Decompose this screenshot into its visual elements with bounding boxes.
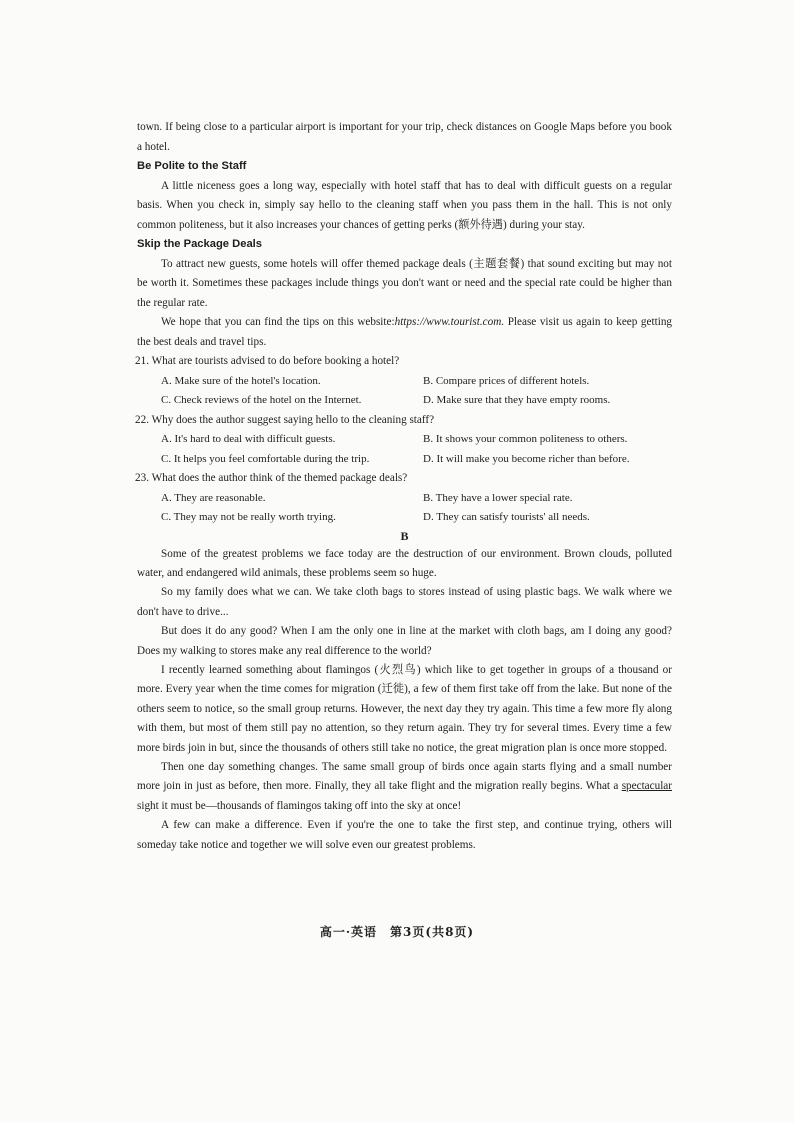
passage-b [137, 545, 672, 856]
option-d: D. Make sure that they have empty rooms. [423, 394, 611, 406]
underlined-word: spectacular [621, 780, 672, 793]
website-text-end: Please visit us again to keep getting the best deals and travel tips. [137, 316, 673, 348]
option-b: B. It shows your common politeness to others. [423, 433, 628, 445]
option-a: A. It's hard to deal with difficult guests. [161, 433, 336, 445]
question-22 [137, 411, 672, 470]
page-footer: 高一·英语 第3页(共8页) [319, 925, 475, 939]
page-content [137, 118, 672, 855]
question-options [137, 489, 672, 528]
question-21 [137, 352, 672, 411]
question-stem: 23. What does the author think of the themed package deals? [135, 472, 408, 484]
passage-b-paragraph-3: But does it do any good? When I am the only one in line at the market with cloth bags, am I doing any good? Does my walking to stores make any real difference to the world? [137, 625, 672, 657]
option-c: C. Check reviews of the hotel on the Internet. [161, 394, 362, 406]
website-text-start: We hope that you can find the tips on this website: [161, 316, 395, 328]
question-23 [137, 469, 672, 528]
question-stem: 22. Why does the author suggest saying hello to the cleaning staff? [135, 413, 435, 426]
paragraph-website [137, 313, 672, 352]
paragraph-intro: town. If being close to a particular airport is important for your trip, check distances on Google Maps before you book a hotel. [137, 121, 672, 153]
option-d: D. It will make you become richer than before. [423, 452, 630, 465]
option-c: C. They may not be really worth trying. [161, 511, 336, 523]
paragraph-be-polite: A little niceness goes a long way, especially with hotel staff that has to deal with difficult guests on a regular basis. When you check in, simply say hello to the cleaning staff when you pass them in the hall. This is not only common politeness, but it also increases your chances of getting perks (额外待遇) during your stay. [137, 179, 672, 231]
website-url: https://www.tourist.com. [394, 316, 505, 328]
heading-skip-package: Skip the Package Deals [137, 238, 262, 250]
paragraph-5-start: Then one day something changes. The same small group of birds once again starts flying and a small number more join in just as before, then more. Finally, they all take flight and the migration really begins. What a [137, 760, 672, 793]
paragraph-skip-package: To attract new guests, some hotels will offer themed package deals (主题套餐) that sound exciting but may not be worth it. Sometimes these packages include things you don't want or need and the special rate could be higher than the regular rate. [137, 257, 672, 309]
passage-b-paragraph-1: Some of the greatest problems we face today are the destruction of our environment. Brown clouds, polluted water, and endangered wild animals, these problems seem so huge. [137, 547, 672, 579]
paragraph-5-end: sight it must be—thousands of flamingos taking off into the sky at once! [137, 799, 462, 812]
section-label-b: B [400, 528, 409, 543]
question-options [137, 430, 672, 469]
heading-be-polite: Be Polite to the Staff [137, 160, 247, 172]
option-a: A. They are reasonable. [161, 491, 266, 504]
option-d: D. They can satisfy tourists' all needs. [423, 511, 590, 523]
question-options [137, 372, 672, 411]
passage-b-paragraph-6: A few can make a difference. Even if you're the one to take the first step, and continue trying, others will someday take notice and together we will solve even our greatest problems. [137, 819, 672, 851]
passage-b-paragraph-2: So my family does what we can. We take cloth bags to stores instead of using plastic bags. We walk where we don't have to drive... [137, 586, 672, 618]
option-b: B. They have a lower special rate. [423, 491, 573, 504]
option-c: C. It helps you feel comfortable during the trip. [161, 452, 370, 465]
option-a: A. Make sure of the hotel's location. [161, 374, 321, 387]
passage-b-paragraph-4: I recently learned something about flamingos (火烈鸟) which like to get together in groups of a thousand or more. Every year when the time comes for migration (迁徙), a few of them first take off from the lake. But none of the others seem to notice, so the small group returns. However, the next day they try again. This time a few more fly along with them, but most of them still pay no attention, so they return again. They try for several times. Every time a few more birds join in but, since the thousands of others still take no notice, the great migration plan is once more stopped. [137, 663, 672, 754]
question-stem: 21. What are tourists advised to do before booking a hotel? [135, 355, 400, 367]
passage-b-paragraph-5 [137, 758, 672, 816]
option-b: B. Compare prices of different hotels. [423, 374, 590, 387]
